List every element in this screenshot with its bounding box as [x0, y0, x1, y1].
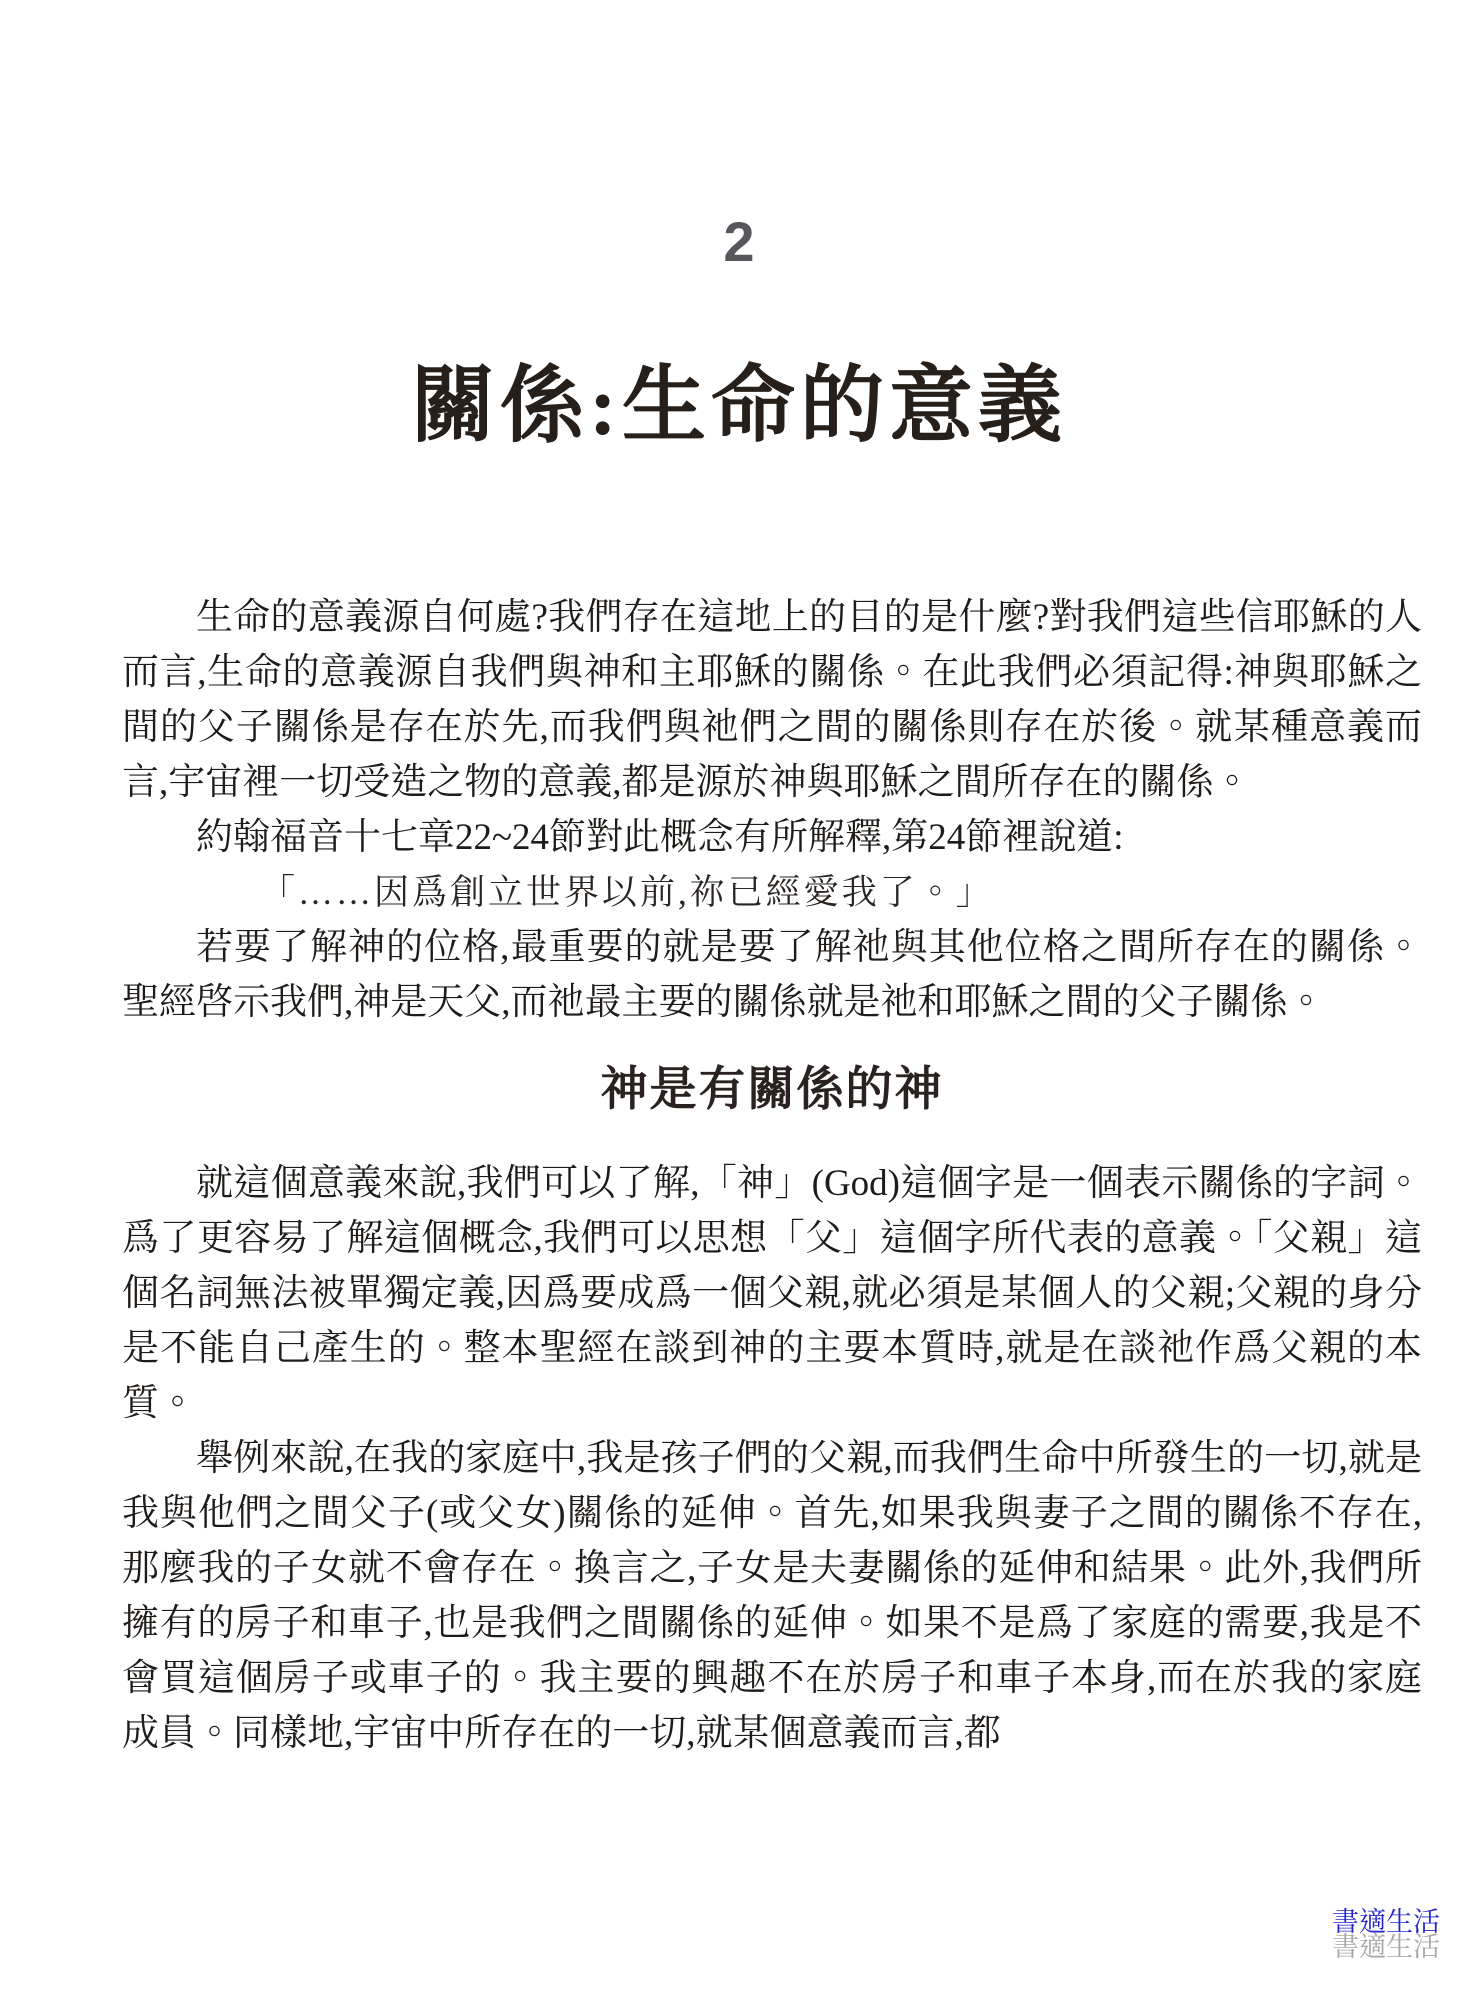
paragraph-intro-2: 約翰福音十七章22~24節對此概念有所解釋,第24節裡說道:: [196, 817, 1124, 858]
chapter-title: 關係:生命的意義: [411, 360, 1067, 453]
watermark-text-gray: 書適生活: [1332, 1932, 1440, 1962]
section-heading: 神是有關係的神: [600, 1062, 944, 1115]
paragraph-after-quote: 若要了解神的位格,最重要的就是要了解祂與其他位格之間所存在的關係。聖經啓示我們,神是天父,而祂最主要的關係就是祂和耶穌之間的父子關係。: [122, 927, 1422, 1023]
paragraph-section-2: 舉例來說,在我的家庭中,我是孩子們的父親,而我們生命中所發生的一切,就是我與他們之間父子(或父女)關係的延伸。首先,如果我與妻子之間的關係不存在,那麼我的子女就不會存在。換言之,子女是夫妻關係的延伸和結果。此外,我們所擁有的房子和車子,也是我們之間關係的延伸。如果不是爲了家庭的需要,我是不會買這個房子或車子的。我主要的興趣不在於房子和車子本身,而在於我的家庭成員。同樣地,宇宙中所存在的一切,就某個意義而言,都: [122, 1438, 1422, 1754]
watermark-text-blue: 書適生活: [1332, 1907, 1440, 1937]
paragraph-intro-1: 生命的意義源自何處?我們存在這地上的目的是什麼?對我們這些信耶穌的人而言,生命的意義源自我們與神和主耶穌的關係。在此我們必須記得:神與耶穌之間的父子關係是存在於先,而我們與祂們之間的關係則存在於後。就某種意義而言,宇宙裡一切受造之物的意義,都是源於神與耶穌之間所存在的關係。: [122, 597, 1422, 803]
scripture-quote: 「……因爲創立世界以前,祢已經愛我了。」: [260, 873, 994, 912]
publisher-watermark: [1332, 1907, 1440, 1962]
body-text-column: [122, 590, 1422, 1761]
chapter-number: 2: [723, 210, 755, 273]
paragraph-section-1: 就這個意義來說,我們可以了解,「神」(God)這個字是一個表示關係的字詞。爲了更容易了解這個概念,我們可以思想「父」這個字所代表的意義。「父親」這個名詞無法被單獨定義,因爲要成爲一個父親,就必須是某個人的父親;父親的身分是不能自己產生的。整本聖經在談到神的主要本質時,就是在談祂作爲父親的本質。: [122, 1163, 1422, 1424]
